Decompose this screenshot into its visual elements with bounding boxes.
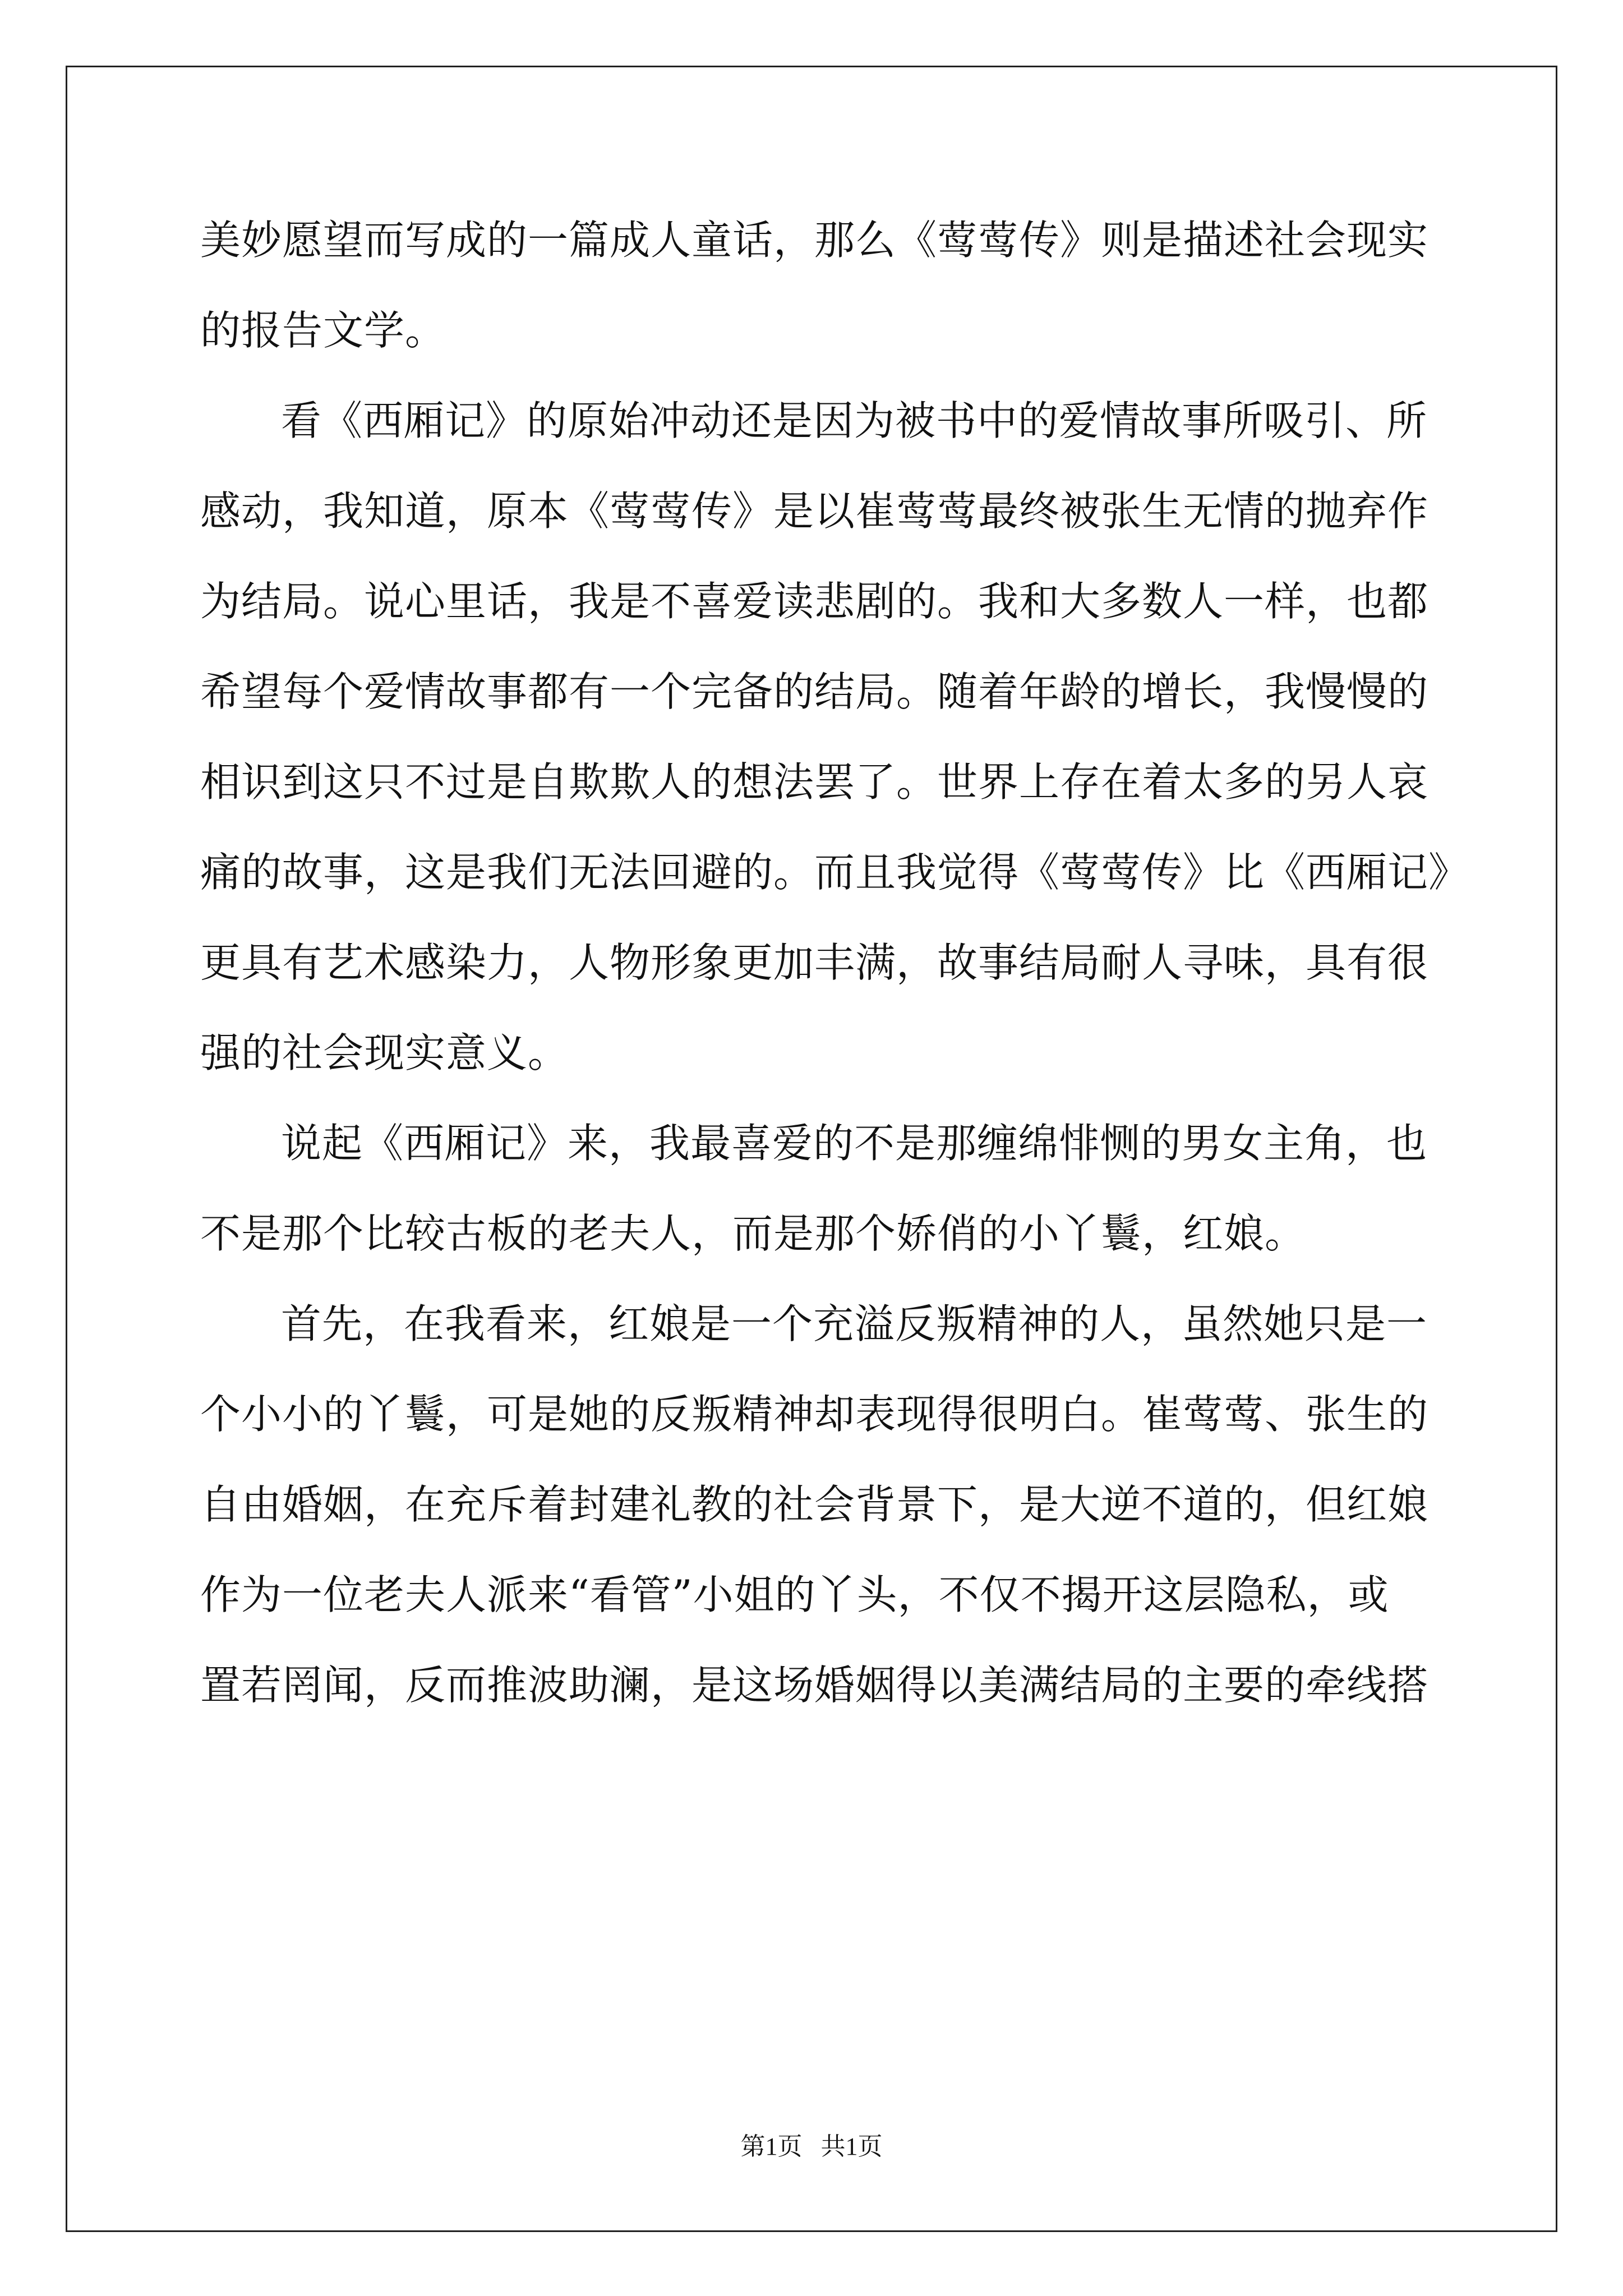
paragraph-1 xyxy=(200,195,1428,376)
page-number: 第1页 xyxy=(740,2133,803,2160)
text-line: 为结局。说心里话，我是不喜爱读悲剧的。我和大多数人一样，也都 xyxy=(200,578,1429,625)
text-line: 自由婚姻，在充斥着封建礼教的社会背景下，是大逆不道的，但红娘 xyxy=(200,1481,1429,1528)
text-line: 强的社会现实意义。 xyxy=(200,1029,569,1076)
page-footer xyxy=(0,2126,1623,2162)
text-line: 置若罔闻，反而推波助澜，是这场婚姻得以美满结局的主要的牵线搭 xyxy=(200,1662,1429,1709)
paragraph-4 xyxy=(200,1279,1428,1731)
page-total: 共1页 xyxy=(820,2133,883,2160)
text-line: 痛的故事，这是我们无法回避的。而且我觉得《莺莺传》比《西厢记》 xyxy=(200,849,1470,896)
text-line: 更具有艺术感染力，人物形象更加丰满，故事结局耐人寻味，具有很 xyxy=(200,939,1429,986)
paragraph-2 xyxy=(200,376,1470,1098)
text-line: 相识到这只不过是自欺欺人的想法罢了。世界上存在着太多的另人哀 xyxy=(200,758,1429,806)
text-line: 说起《西厢记》来，我最喜爱的不是那缠绵悱恻的男女主角，也 xyxy=(281,1120,1428,1167)
text-line: 的报告文学。 xyxy=(200,307,446,354)
text-line: 看《西厢记》的原始冲动还是因为被书中的爱情故事所吸引、所 xyxy=(281,397,1428,444)
text-line: 美妙愿望而写成的一篇成人童话，那么《莺莺传》则是描述社会现实 xyxy=(200,217,1429,264)
text-line: 不是那个比较古板的老夫人，而是那个娇俏的小丫鬟，红娘。 xyxy=(200,1210,1306,1257)
paragraph-3 xyxy=(200,1098,1428,1279)
text-line: 首先，在我看来，红娘是一个充溢反叛精神的人，虽然她只是一 xyxy=(281,1300,1428,1347)
text-line: 希望每个爱情故事都有一个完备的结局。随着年龄的增长，我慢慢的 xyxy=(200,668,1429,715)
text-line: 感动，我知道，原本《莺莺传》是以崔莺莺最终被张生无情的抛弃作 xyxy=(200,487,1429,535)
text-line: 个小小的丫鬟，可是她的反叛精神却表现得很明白。崔莺莺、张生的 xyxy=(200,1391,1429,1438)
text-line: 作为一位老夫人派来“看管”小姐的丫头，不仅不揭开这层隐私，或 xyxy=(200,1571,1389,1618)
document-body xyxy=(200,195,1470,1731)
